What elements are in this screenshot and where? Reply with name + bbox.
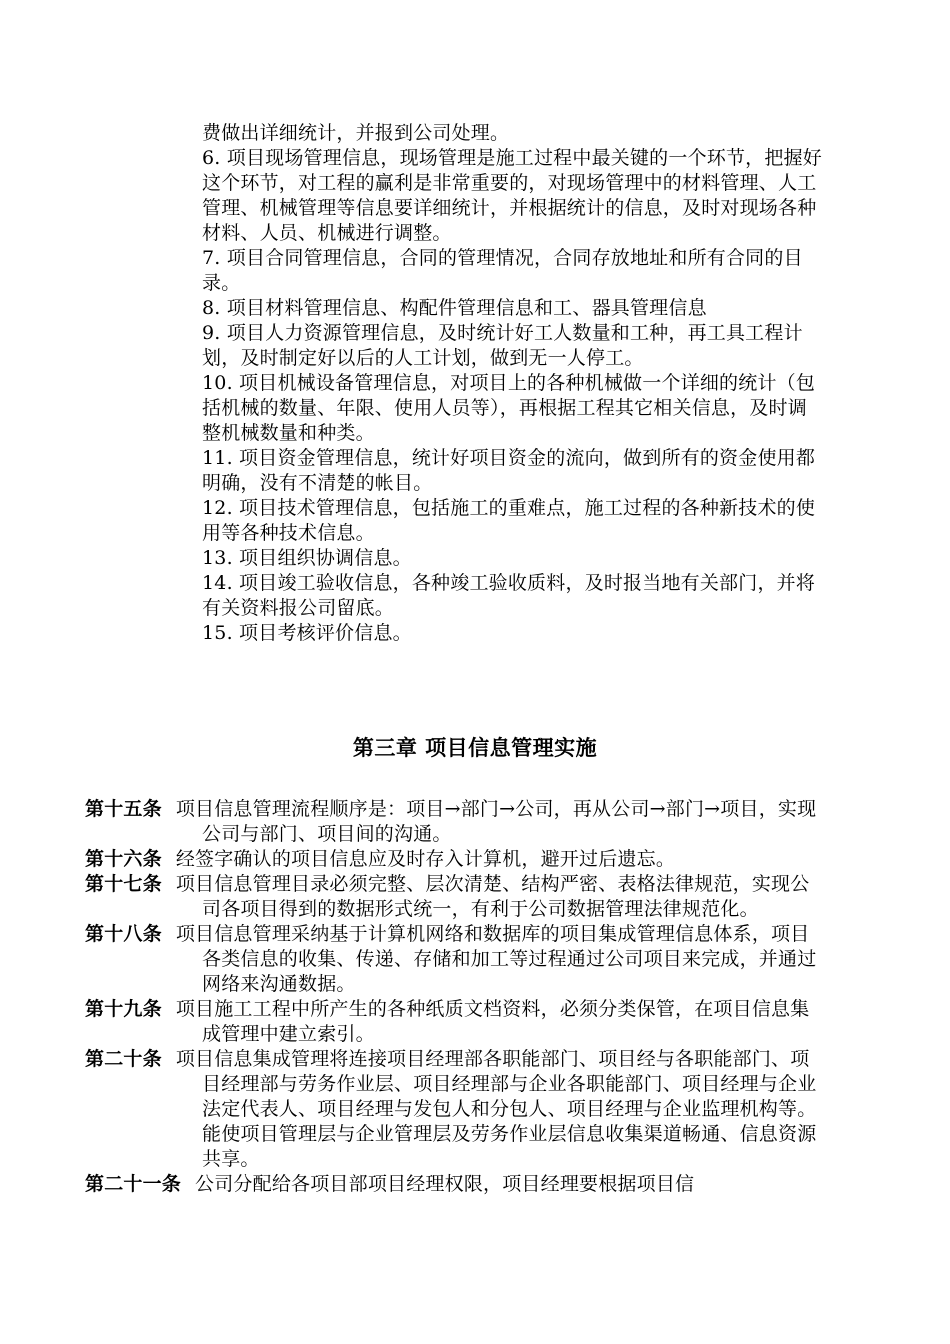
list-item: 13. 项目组织协调信息。 <box>202 547 412 569</box>
list-item: 11. 项目资金管理信息，统计好项目资金的流向，做到所有的资金使用都明确，没有不清楚的帐目。 <box>202 447 816 494</box>
article <box>85 1172 825 1197</box>
article <box>85 1047 825 1172</box>
article-text: 公司分配给各项目部项目经理权限，项目经理要根据项目信 <box>195 1173 695 1195</box>
list-item: 14. 项目竣工验收信息，各种竣工验收质料，及时报当地有关部门，并将有关资料报公司留底。 <box>202 572 816 619</box>
list-item: 15. 项目考核评价信息。 <box>202 622 412 644</box>
article-number: 第十五条 <box>85 798 162 820</box>
article-text: 项目信息集成管理将连接项目经理部各职能部门、项目经与各职能部门、项目经理部与劳务作业层、项目经理部与企业各职能部门、项目经理与企业法定代表人、项目经理与发包人和分包人、项目经理与企业监理机构等。能使项目管理层与企业管理层及劳务作业层信息收集渠道畅通、信息资源共享。 <box>175 1048 817 1170</box>
article-text: 项目信息管理目录必须完整、层次清楚、结构严密、表格法律规范，实现公司各项目得到的数据形式统一，有利于公司数据管理法律规范化。 <box>175 873 810 920</box>
article <box>85 922 825 997</box>
article-number: 第二十条 <box>85 1048 162 1070</box>
list-item: 7. 项目合同管理信息，合同的管理情况，合同存放地址和所有合同的目录。 <box>202 247 803 294</box>
article <box>85 997 825 1047</box>
article-number: 第十六条 <box>85 848 162 870</box>
article <box>85 797 825 847</box>
article-text: 项目信息管理采纳基于计算机网络和数据库的项目集成管理信息体系，项目各类信息的收集、传递、存储和加工等过程通过公司项目来完成，并通过网络来沟通数据。 <box>175 923 817 995</box>
article-text: 项目信息管理流程顺序是：项目→部门→公司，再从公司→部门→项目，实现公司与部门、项目间的沟通。 <box>175 798 817 845</box>
list-item: 费做出详细统计，并报到公司处理。 <box>202 122 510 144</box>
article <box>85 872 825 922</box>
article-number: 第十九条 <box>85 998 162 1020</box>
list-item: 10. 项目机械设备管理信息，对项目上的各种机械做一个详细的统计（包括机械的数量、年限、使用人员等），再根据工程其它相关信息，及时调整机械数量和种类。 <box>202 372 816 444</box>
article-list <box>85 797 825 1197</box>
list-item: 9. 项目人力资源管理信息，及时统计好工人数量和工种，再工具工程计划，及时制定好以后的人工计划，做到无一人停工。 <box>202 322 803 369</box>
article-number: 第十七条 <box>85 873 162 895</box>
article-number: 第二十一条 <box>85 1173 182 1195</box>
article-number: 第十八条 <box>85 923 162 945</box>
article-text: 经签字确认的项目信息应及时存入计算机，避开过后遗忘。 <box>175 848 676 870</box>
list-item: 8. 项目材料管理信息、构配件管理信息和工、器具管理信息 <box>202 297 707 319</box>
article <box>85 847 825 872</box>
article-text: 项目施工工程中所产生的各种纸质文档资料，必须分类保管，在项目信息集成管理中建立索引。 <box>175 998 810 1045</box>
chapter-title: 第三章 项目信息管理实施 <box>352 735 598 760</box>
list-item: 12. 项目技术管理信息，包括施工的重难点，施工过程的各种新技术的使用等各种技术信息。 <box>202 497 816 544</box>
list-item: 6. 项目现场管理信息，现场管理是施工过程中最关键的一个环节，把握好这个环节，对工程的赢利是非常重要的，对现场管理中的材料管理、人工管理、机械管理等信息要详细统计，并根据统计的信息，及时对现场各种材料、人员、机械进行调整。 <box>202 147 822 244</box>
info-item-list <box>202 121 824 646</box>
